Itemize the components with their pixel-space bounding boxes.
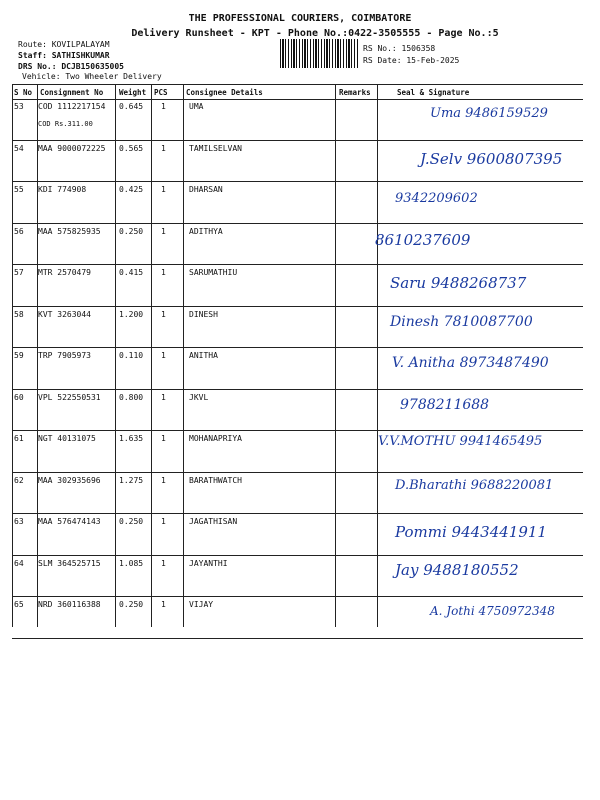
staff: Staff: SATHISHKUMAR [18,51,110,60]
row-consignee: ADITHYA [189,226,223,236]
handwritten-signature: Jay 9488180552 [395,560,519,579]
handwritten-signature: D.Bharathi 9688220081 [395,477,554,493]
rs-number: RS No.: 1506358 [363,44,436,53]
table-row [12,389,583,432]
handwritten-signature: 8610237609 [375,230,471,249]
row-sno: 61 [14,434,24,443]
row-sno: 60 [14,392,24,402]
row-pcs: 1 [161,185,166,194]
row-weight: 0.415 [119,268,144,277]
row-pcs: 1 [161,558,166,568]
row-pcs: 1 [161,392,166,402]
row-consignment: MAA 575825935 [38,226,101,236]
row-sno: 65 [14,600,24,609]
table-row [12,140,583,183]
row-pcs: 1 [161,351,166,360]
row-pcs: 1 [161,268,166,277]
row-consignment: SLM 364525715 [38,558,101,568]
col-signature: Seal & Signature [397,88,470,97]
row-consignee: BARATHWATCH [189,475,242,485]
table-row [12,472,583,515]
col-remarks: Remarks [339,88,371,97]
row-consignee: JAYANTHI [189,558,228,568]
row-pcs: 1 [161,226,166,236]
handwritten-signature: A. Jothi 4750972348 [430,604,555,618]
row-pcs: 1 [161,517,166,526]
row-weight: 0.425 [119,185,144,194]
col-sno: S No [14,88,33,97]
table-row [12,513,583,556]
handwritten-signature: Pommi 9443441911 [395,523,547,541]
row-weight: 0.110 [119,351,144,360]
row-sno: 59 [14,351,24,360]
row-consignee: DHARSAN [189,185,223,194]
row-sno: 56 [14,226,24,236]
row-sno: 54 [14,143,24,153]
handwritten-signature: 9788211688 [400,396,490,413]
route: Route: KOVILPALAYAM [18,40,110,49]
table-row [12,181,583,224]
row-consignment: MAA 9000072225 [38,143,106,153]
handwritten-signature: Uma 9486159529 [430,106,548,121]
barcode [280,39,358,68]
company-title: THE PROFESSIONAL COURIERS, COIMBATORE [188,13,412,24]
row-weight: 0.800 [119,392,144,402]
drs-number: DRS No.: DCJB150635005 [18,62,124,71]
row-consignee: JKVL [189,392,209,402]
table-row [12,306,583,349]
rs-date: RS Date: 15-Feb-2025 [363,56,460,65]
table-row [12,555,583,598]
row-divider [12,638,583,639]
row-sno: 58 [14,309,24,319]
row-weight: 0.565 [119,143,144,153]
row-sno: 63 [14,517,24,526]
row-pcs: 1 [161,102,166,111]
table-row [12,596,583,639]
col-weight: Weight [119,88,147,97]
col-pcs: PCS [154,88,168,97]
row-weight: 0.250 [119,517,144,526]
vehicle: Vehicle: Two Wheeler Delivery [22,72,162,81]
table-row [12,98,583,141]
row-cod-amount: COD Rs.311.00 [38,120,93,128]
row-pcs: 1 [161,143,166,153]
row-consignment: NRD 360116388 [38,600,101,609]
row-consignment: NGT 40131075 [38,434,96,443]
row-consignee: JAGATHISAN [189,517,238,526]
row-weight: 0.645 [119,102,144,111]
row-sno: 57 [14,268,24,277]
row-sno: 62 [14,475,24,485]
row-pcs: 1 [161,309,166,319]
row-pcs: 1 [161,475,166,485]
row-weight: 0.250 [119,226,144,236]
row-consignment: MTR 2570479 [38,268,91,277]
row-pcs: 1 [161,600,166,609]
row-weight: 1.635 [119,434,144,443]
col-consignment: Consignment No [40,88,104,97]
handwritten-signature: V. Anitha 8973487490 [392,355,549,371]
row-weight: 1.085 [119,558,144,568]
handwritten-signature: Saru 9488268737 [390,274,527,292]
handwritten-signature: 9342209602 [395,191,478,206]
row-sno: 53 [14,102,24,111]
row-consignee: MOHANAPRIYA [189,434,242,443]
table-row [12,264,583,307]
row-consignment: KDI 774908 [38,185,87,194]
row-sno: 55 [14,185,24,194]
runsheet-subtitle: Delivery Runsheet - KPT - Phone No.:0422-3505555 - Page No.:5 [131,28,499,39]
row-consignment: MAA 302935696 [38,475,101,485]
row-weight: 1.275 [119,475,144,485]
row-pcs: 1 [161,434,166,443]
row-consignee: SARUMATHIU [189,268,238,277]
row-consignee: UMA [189,102,204,111]
row-consignment: MAA 576474143 [38,517,101,526]
table-row [12,223,583,266]
row-consignee: ANITHA [189,351,218,360]
row-weight: 1.200 [119,309,144,319]
table-row [12,430,583,473]
row-weight: 0.250 [119,600,144,609]
row-consignee: VIJAY [189,600,214,609]
row-consignment: VPL 522550531 [38,392,101,402]
row-consignee: DINESH [189,309,218,319]
handwritten-signature: J.Selv 9600807395 [420,149,563,168]
handwritten-signature: V.V.MOTHU 9941465495 [378,434,543,449]
table-row [12,347,583,390]
row-consignment: COD 1112217154 [38,102,106,111]
row-consignment: TRP 7905973 [38,351,91,360]
row-sno: 64 [14,558,24,568]
row-consignment: KVT 3263044 [38,309,91,319]
row-consignee: TAMILSELVAN [189,143,242,153]
col-consignee: Consignee Details [186,88,263,97]
handwritten-signature: Dinesh 7810087700 [390,313,533,330]
